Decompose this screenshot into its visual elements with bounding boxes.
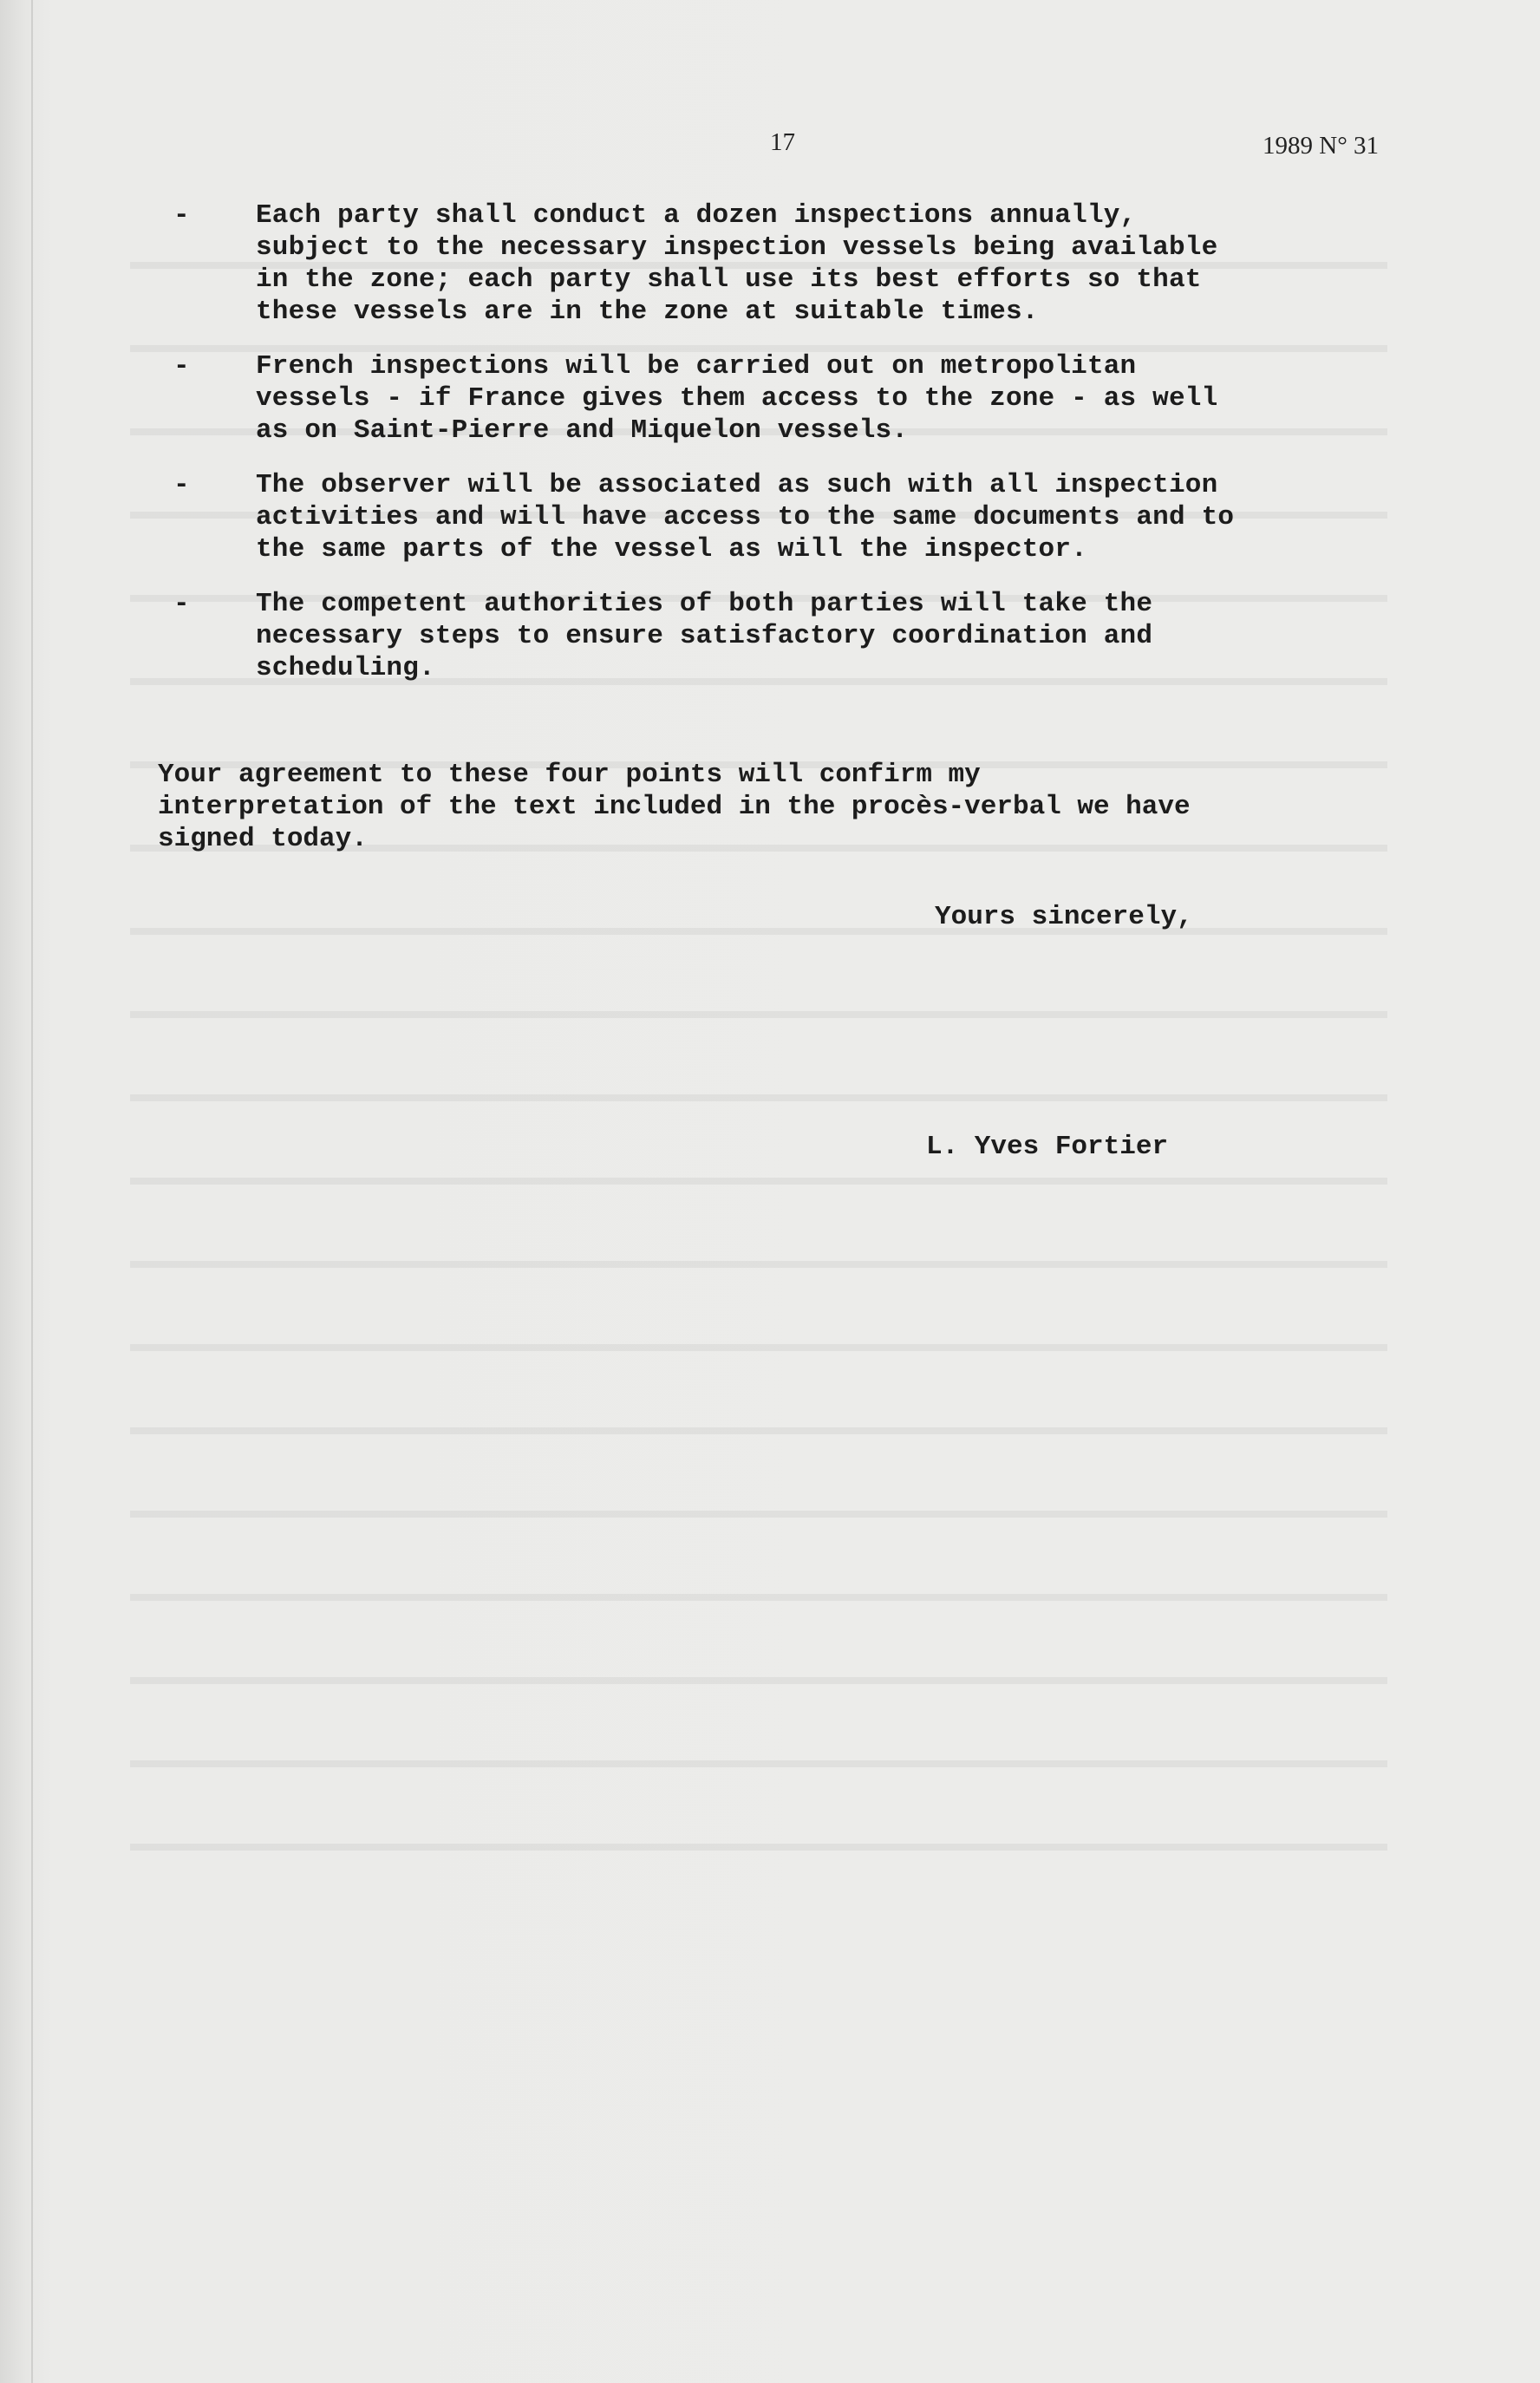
list-item-line: as on Saint-Pierre and Miquelon vessels.: [256, 415, 909, 446]
list-item-line: The competent authorities of both parties will take the: [256, 589, 1153, 619]
list-item-line: the same parts of the vessel as will the inspector.: [256, 534, 1087, 565]
list-item-line: these vessels are in the zone at suitable times.: [256, 297, 1039, 327]
list-item-line: vessels - if France gives them access to the zone - as well: [256, 383, 1218, 414]
bullet-dash: -: [173, 589, 190, 619]
bullet-dash: -: [173, 470, 190, 500]
list-item: [173, 469, 1405, 565]
binding-edge: [31, 0, 33, 2383]
closing-line: Your agreement to these four points will confirm my: [158, 760, 981, 790]
list-item-line: activities and will have access to the same documents and to: [256, 502, 1235, 532]
closing-line: signed today.: [158, 824, 368, 854]
list-item-line: The observer will be associated as such with all inspection: [256, 470, 1218, 500]
issue-number: 1989 N° 31: [1263, 132, 1380, 160]
list-item-line: scheduling.: [256, 653, 435, 683]
bullet-dash: -: [173, 351, 190, 382]
list-item-line: French inspections will be carried out on metropolitan: [256, 351, 1137, 382]
sign-off: Yours sincerely,: [935, 902, 1193, 932]
signature-name: L. Yves Fortier: [926, 1132, 1169, 1162]
list-item-line: necessary steps to ensure satisfactory coordination and: [256, 621, 1153, 651]
page-number: 17: [770, 128, 795, 156]
closing-line: interpretation of the text included in the procès-verbal we have: [158, 792, 1191, 822]
bullet-dash: -: [173, 200, 190, 231]
list-item-line: in the zone; each party shall use its best efforts so that: [256, 264, 1202, 295]
list-item: [173, 350, 1405, 447]
list-item-line: Each party shall conduct a dozen inspections annually,: [256, 200, 1137, 231]
closing-paragraph: [158, 759, 1424, 855]
list-item: [173, 588, 1405, 684]
inspection-points-list: [173, 199, 1405, 707]
list-item-line: subject to the necessary inspection vessels being available: [256, 232, 1218, 263]
list-item: [173, 199, 1405, 328]
